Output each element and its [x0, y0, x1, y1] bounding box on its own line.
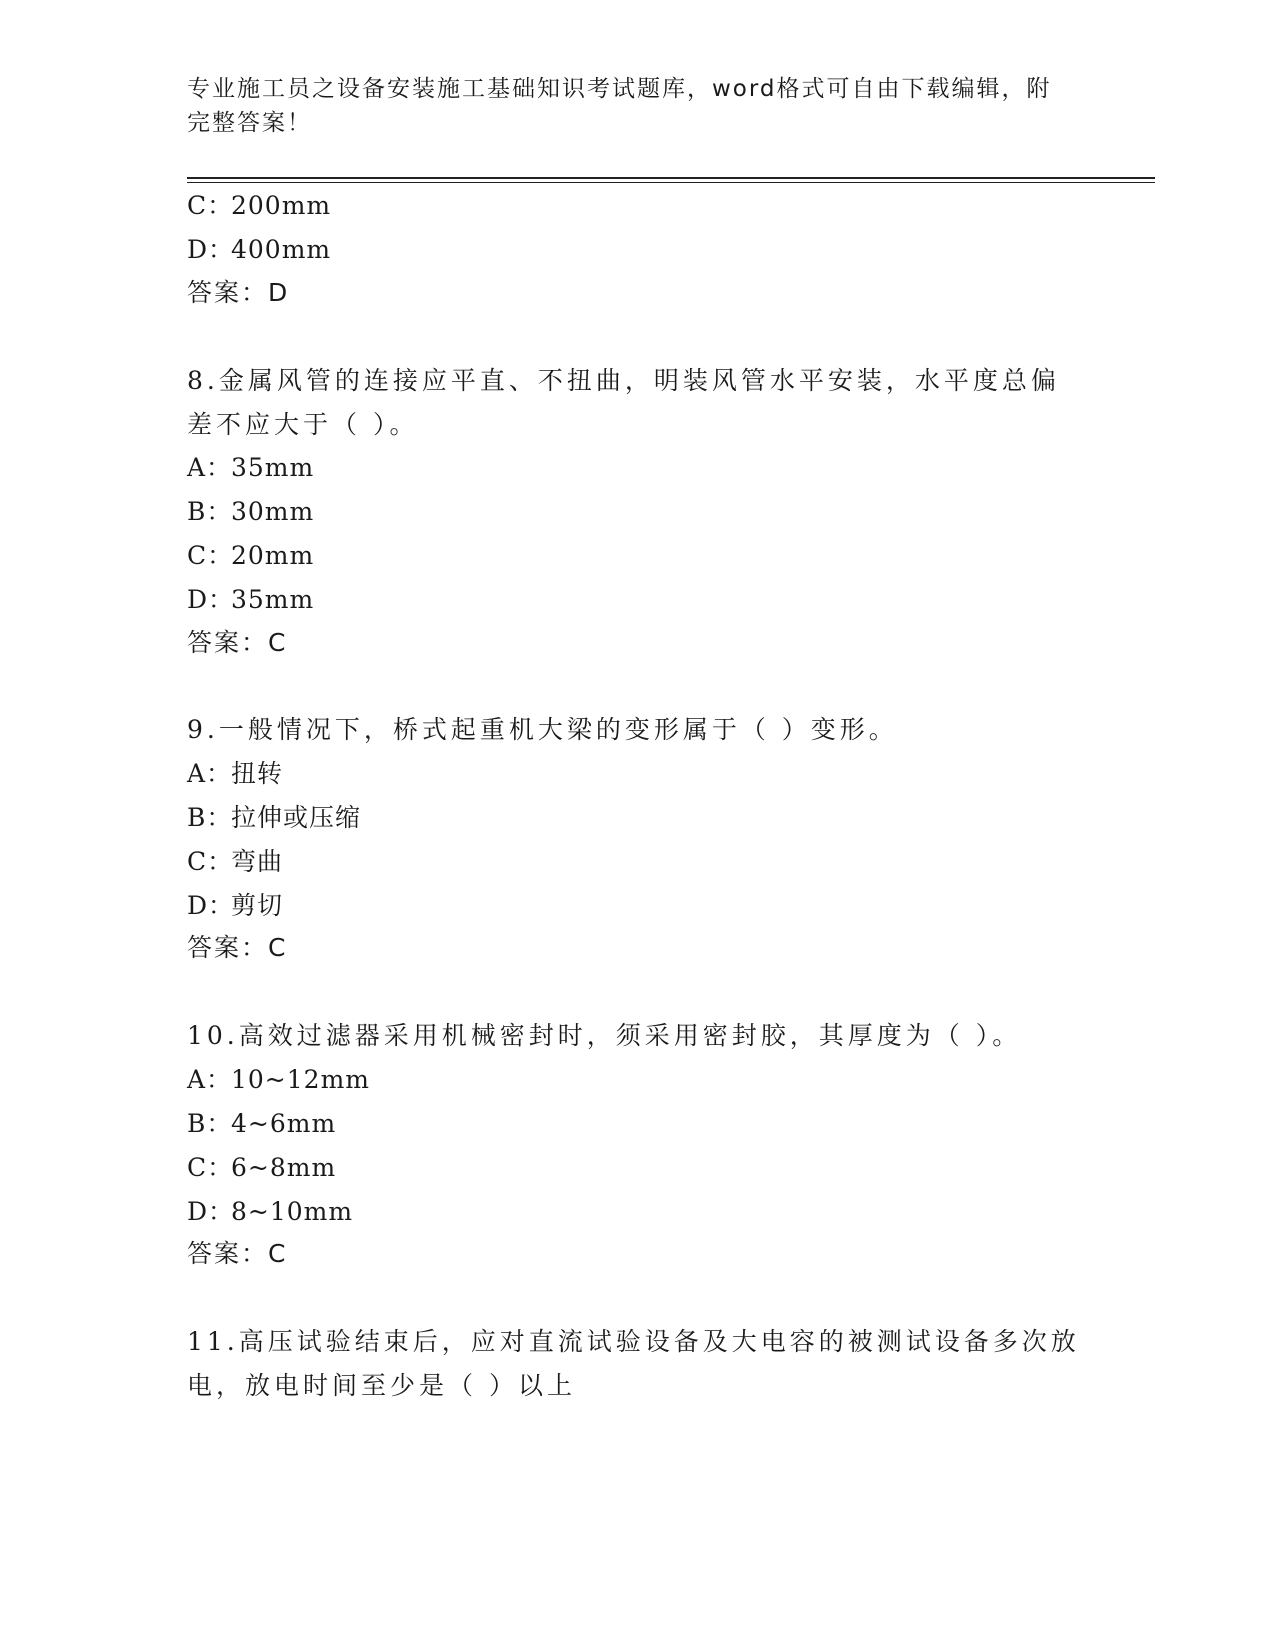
option-text: 拉伸或压缩 — [231, 803, 362, 832]
question-11-text-cont: 电，放电时间至少是（ ）以上 — [187, 1371, 576, 1400]
option-text: 200mm — [231, 191, 332, 220]
option-a — [187, 452, 314, 484]
option-label: C： — [187, 191, 234, 220]
option-label: A： — [187, 1065, 233, 1094]
option-text: 扭转 — [231, 759, 284, 788]
option-label: D： — [187, 235, 235, 264]
answer: 答案：C — [187, 933, 288, 962]
option-label: D： — [187, 1197, 235, 1226]
document-header: 专业施工员之设备安装施工基础知识考试题库，word格式可自由下载编辑，附完整答案！ — [187, 76, 1052, 136]
option-label: A： — [187, 759, 233, 788]
option-text: 35mm — [231, 453, 315, 482]
option-b — [187, 802, 361, 834]
option-c — [187, 846, 283, 878]
question-11-text: 11.高压试验结束后，应对直流试验设备及大电容的被测试设备多次放 — [187, 1327, 1080, 1356]
option-text: 10~12mm — [231, 1065, 370, 1094]
option-label: B： — [187, 1109, 233, 1138]
question-8-text: 8.金属风管的连接应平直、不扭曲，明装风管水平安装，水平度总偏 — [187, 366, 1060, 395]
option-text: 30mm — [231, 497, 315, 526]
option-text: 8~10mm — [231, 1197, 354, 1226]
answer: 答案：C — [187, 1239, 288, 1268]
option-d — [187, 234, 331, 266]
option-b — [187, 496, 314, 528]
question-10-text: 10.高效过滤器采用机械密封时，须采用密封胶，其厚度为（ ）。 — [187, 1021, 1022, 1050]
option-label: D： — [187, 585, 235, 614]
option-text: 4~6mm — [231, 1109, 337, 1138]
option-b — [187, 1108, 336, 1140]
header-divider-thick — [187, 177, 1155, 179]
answer: 答案：C — [187, 628, 288, 657]
option-a — [187, 758, 283, 790]
option-d — [187, 584, 314, 616]
option-text: 弯曲 — [231, 847, 284, 876]
option-text: 6~8mm — [231, 1153, 337, 1182]
question-8-text-cont: 差不应大于（ ）。 — [187, 410, 419, 439]
option-d — [187, 890, 283, 922]
option-text: 400mm — [231, 235, 332, 264]
option-d — [187, 1196, 353, 1228]
option-text: 35mm — [231, 585, 315, 614]
option-label: B： — [187, 803, 233, 832]
option-label: C： — [187, 1153, 234, 1182]
question-9-text: 9.一般情况下，桥式起重机大梁的变形属于（ ）变形。 — [187, 715, 898, 744]
option-c — [187, 1152, 336, 1184]
header-divider-thin — [187, 182, 1155, 183]
option-c — [187, 190, 331, 222]
option-label: D： — [187, 891, 235, 920]
option-label: A： — [187, 453, 233, 482]
option-label: C： — [187, 541, 234, 570]
option-c — [187, 540, 314, 572]
answer: 答案：D — [187, 278, 290, 307]
option-text: 剪切 — [231, 891, 284, 920]
option-label: C： — [187, 847, 234, 876]
option-label: B： — [187, 497, 233, 526]
option-text: 20mm — [231, 541, 315, 570]
option-a — [187, 1064, 370, 1096]
